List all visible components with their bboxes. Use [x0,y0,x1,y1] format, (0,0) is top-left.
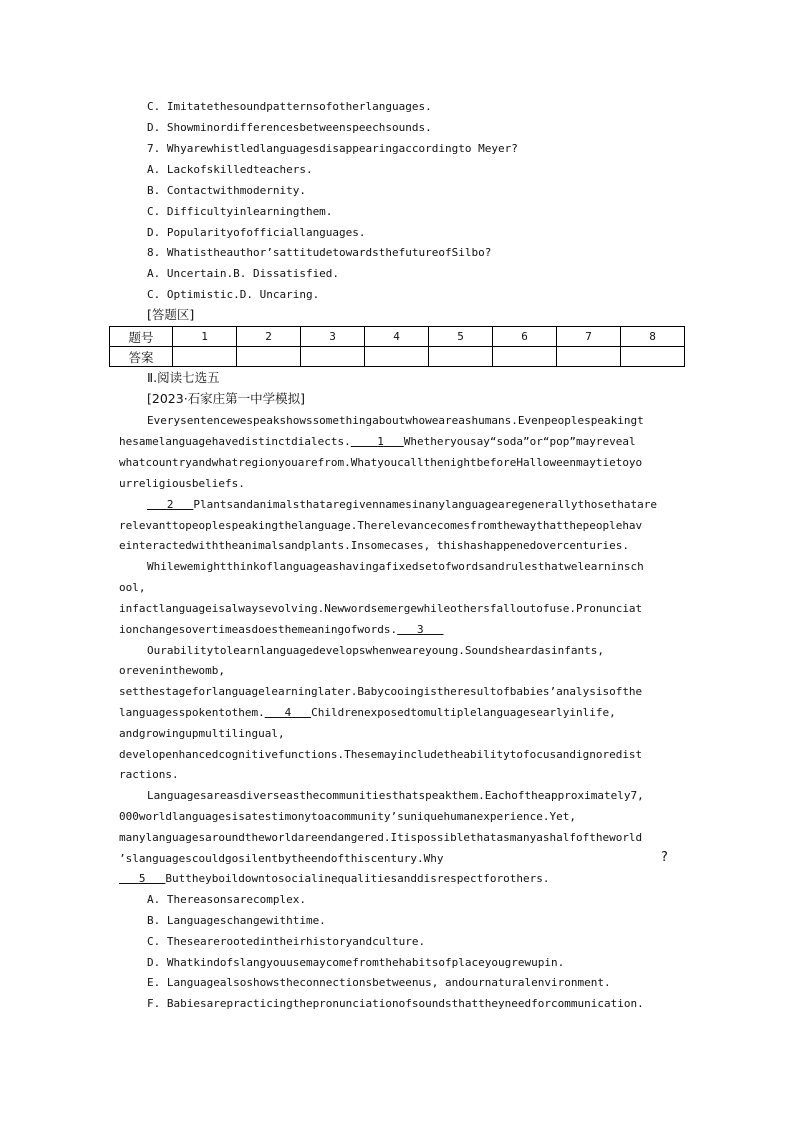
option-e: E. Languagealsoshowstheconnectionsbetweenus, andournaturalenvironment. [147,976,611,989]
passage-line: Ourabilitytolearnlanguagedevelopswhenweareyoung.Soundsheardasinfants, [147,644,604,657]
passage-line: Languagesareasdiverseasthecommunitiesthatspeakthem.Eachoftheapproximately7, [147,789,644,802]
question-7: 7. Whyarewhistledlanguagesdisappearingaccordingto Meyer? [147,142,518,155]
answer-cell[interactable] [557,347,621,367]
option-line: B. Contactwithmodernity. [147,184,306,197]
option-line: C. Difficultyinlearningthem. [147,205,333,218]
passage-text: hesamelanguagehavedistinctdialects. [119,435,351,448]
passage-line: setthestageforlanguagelearninglater.Babycooingistheresultofbabies’analysisofthe [119,685,643,698]
passage-line [119,435,636,449]
table-cell-number: 2 [237,327,301,347]
passage-line: andgrowingupmultilingual, [119,727,285,740]
passage-line: 000worldlanguagesisatestimonytoacommunity’suniquehumanexperience.Yet, [119,810,576,823]
blank-1[interactable] [351,435,404,448]
passage-text: Buttheyboildowntosocialinequalitiesanddisrespectforothers. [165,872,550,885]
table-cell-number: 5 [429,327,493,347]
option-line: D. Showminordifferencesbetweenspeechsounds. [147,121,432,134]
table-cell-number: 4 [365,327,429,347]
question-8: 8. Whatistheauthor’sattitudetowardsthefutureofSilbo? [147,246,492,259]
passage-line: einteractedwiththeanimalsandplants.Insomecases, thishashappenedovercenturies. [119,539,629,552]
blank-3[interactable] [397,623,443,636]
blank-number: 1 [377,435,384,448]
table-cell-number: 3 [301,327,365,347]
passage-line: oreveninthewomb, [119,664,225,677]
option-line: A. Uncertain.B. Dissatisfied. [147,267,340,280]
passage-line [147,498,657,512]
option-line: D. Popularityofofficiallanguages. [147,226,366,239]
blank-number: 2 [166,498,174,511]
passage-text: ionchangesovertimeasdoesthemeaningofwords. [119,623,398,636]
table-cell-number: 8 [621,327,685,347]
passage-line: manylanguagesaroundtheworldareendangered.Itispossiblethatasmanyashalfoftheworld [119,831,643,844]
passage-line: whatcountryandwhatregionyouarefrom.WhatyoucallthenightbeforeHalloweenmaytietoyo [119,456,643,469]
passage-line: developenhancedcognitivefunctions.Thesemayincludetheabilitytofocusandignoredist [119,748,643,761]
table-cell-number: 6 [493,327,557,347]
passage-line: ractions. [119,768,179,781]
option-line: C. Optimistic.D. Uncaring. [147,288,320,301]
section-title: Ⅱ.阅读七选五 [147,370,220,385]
blank-number: 4 [284,706,292,719]
option-d: D. Whatkindofslangyouusemaycomefromthehabitsofplaceyougrewupin. [147,956,565,969]
table-answer-label: 答案 [110,347,173,367]
passage-text: Plantsandanimalsthataregivennamesinanylanguagearegenerallythosethatare [193,498,657,511]
passage-line: infactlanguageisalwaysevolving.Newwordsemergewhileothersfalloutofuse.Pronunciat [119,602,643,615]
answer-cell[interactable] [365,347,429,367]
option-b: B. Languageschangewithtime. [147,914,326,927]
passage-line: relevanttopeoplespeakingthelanguage.Therelevancecomesfromthewaythatthepeoplehav [119,519,643,532]
passage-text: Childrenexposedtomultiplelanguagesearlyinlife, [311,706,616,719]
answer-cell[interactable] [493,347,557,367]
table-row [110,327,685,347]
blank-4[interactable] [265,706,311,719]
blank-2[interactable] [147,498,193,511]
option-c: C. Thesearerootedintheirhistoryandculture. [147,935,426,948]
answer-cell[interactable] [237,347,301,367]
passage-line [119,706,616,720]
blank-number: 3 [417,623,424,636]
option-f: F. Babiesarepracticingthepronunciationofsoundsthattheyneedforcommunication. [147,997,644,1010]
option-a: A. Thereasonsarecomplex. [147,893,306,906]
question-mark: ? [661,850,668,865]
table-header-label: 题号 [110,327,173,347]
answer-cell[interactable] [429,347,493,367]
passage-line [119,872,549,886]
passage-line: urreligiousbeliefs. [119,477,245,490]
answer-cell[interactable] [173,347,237,367]
option-line: A. Lackofskilledteachers. [147,163,313,176]
table-cell-number: 1 [173,327,237,347]
table-row [110,347,685,367]
passage-text: Whetheryousay“soda”or“pop”mayreveal [403,435,636,448]
source-note: [2023·石家庄第一中学模拟] [147,391,306,406]
answer-area-label: [答题区] [147,307,195,322]
blank-number: 5 [138,872,146,885]
answer-table [109,326,685,367]
passage-text: languagesspokentothem. [119,706,265,719]
passage-line: ’slanguagescouldgosilentbytheendofthiscentury.Why [119,852,444,865]
answer-cell[interactable] [301,347,365,367]
passage-line: Everysentencewespeakshowssomethingaboutwhoweareashumans.Evenpeoplespeakingt [147,414,644,427]
blank-5[interactable] [119,872,165,885]
answer-cell[interactable] [621,347,685,367]
passage-line: ool, [119,581,146,594]
passage-line: Whilewemightthinkoflanguageashavingafixedsetofwordsandrulesthatwelearninsch [147,560,644,573]
passage-line [119,623,444,637]
table-cell-number: 7 [557,327,621,347]
option-line: C. Imitatethesoundpatternsofotherlanguages. [147,100,432,113]
